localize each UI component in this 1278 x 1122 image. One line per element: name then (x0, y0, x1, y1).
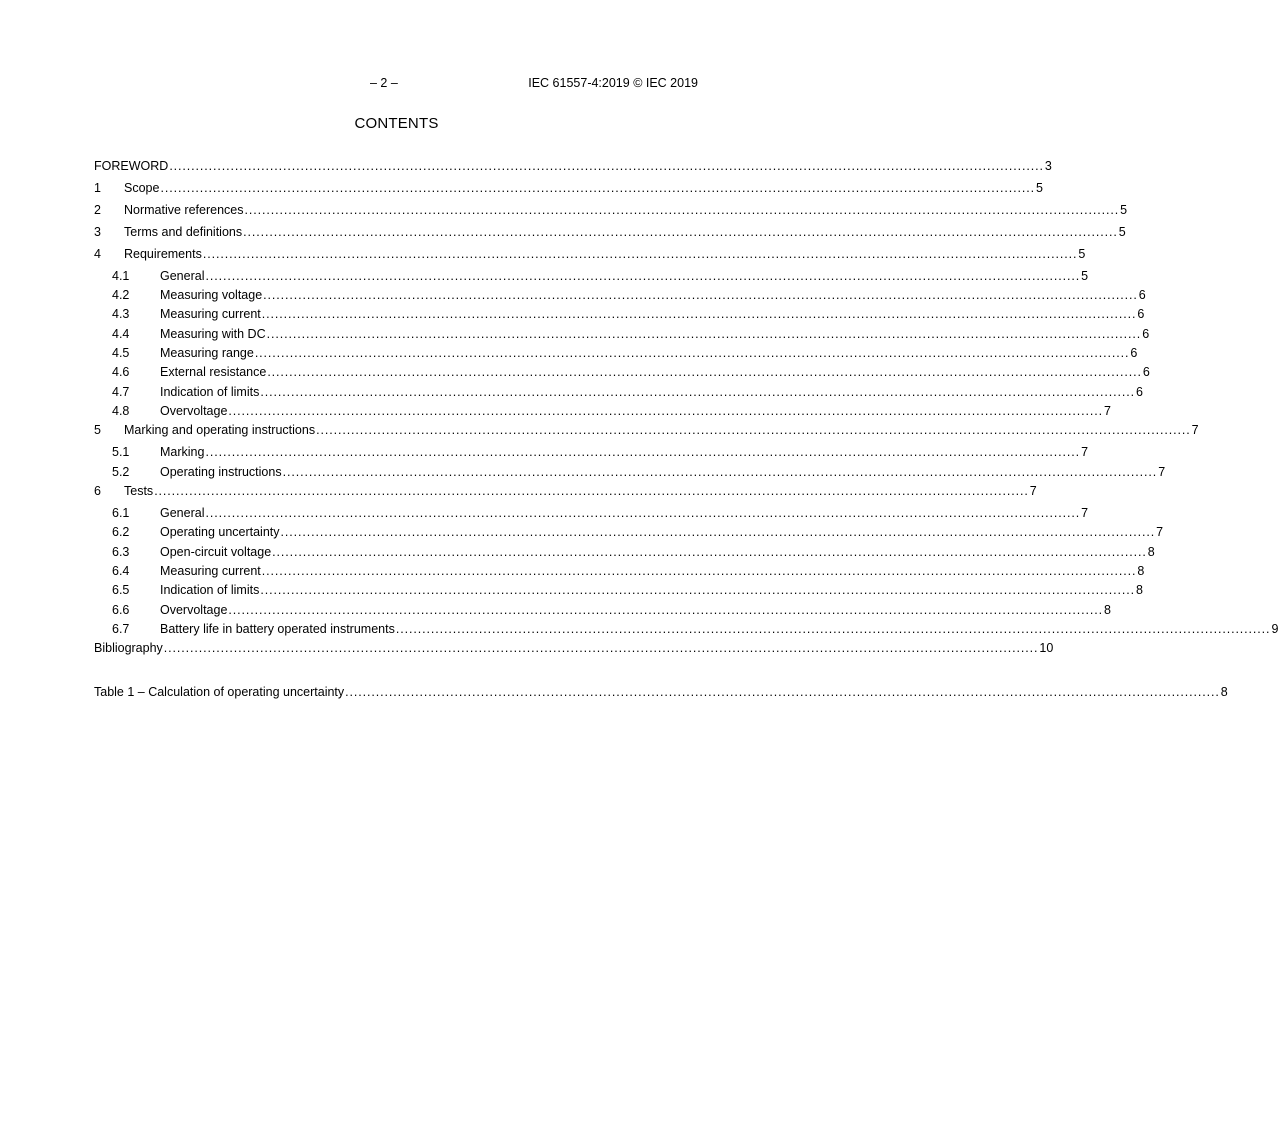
dot-leader: ........................................................................................................................................................................................................ (261, 307, 1137, 321)
entry-title: Scope (124, 181, 160, 195)
entry-title: Measuring range (160, 346, 254, 360)
entry-title: FOREWORD (94, 159, 169, 173)
entry-page-number: 8 (1137, 564, 1145, 578)
entry-title: Marking (160, 445, 205, 459)
entry-title: Operating uncertainty (160, 525, 280, 539)
entry-page-number: 6 (1135, 385, 1143, 399)
toc-entry[interactable] (94, 287, 1146, 303)
entry-page-number: 7 (1191, 423, 1199, 437)
entry-number: 4 (94, 247, 101, 261)
dot-leader: ........................................................................................................................................................................................................ (282, 465, 1158, 479)
dot-leader: ........................................................................................................................................................................................................ (395, 622, 1271, 636)
entry-page-number: 5 (1081, 269, 1089, 283)
document-identifier: IEC 61557-4:2019 © IEC 2019 (528, 76, 698, 90)
entry-number: 5.2 (112, 465, 130, 479)
entry-title: General (160, 269, 205, 283)
entry-number: 4.2 (112, 288, 130, 302)
page-number: – 2 – (370, 76, 398, 90)
entry-number: 4.8 (112, 404, 130, 418)
toc-entry[interactable] (94, 483, 1037, 499)
toc-entry[interactable] (94, 158, 1052, 174)
entry-page-number: 7 (1081, 506, 1089, 520)
toc-entry[interactable] (94, 180, 1043, 196)
dot-leader: ........................................................................................................................................................................................................ (260, 385, 1135, 399)
toc-entry[interactable] (94, 384, 1143, 400)
toc-entry[interactable] (94, 403, 1111, 419)
entry-title: Tests (124, 484, 154, 498)
entry-title: Measuring voltage (160, 288, 263, 302)
dot-leader: ........................................................................................................................................................................................................ (228, 603, 1103, 617)
dot-leader: ........................................................................................................................................................................................................ (254, 346, 1130, 360)
entry-number: 4.7 (112, 385, 130, 399)
entry-title: Bibliography (94, 641, 163, 655)
entry-page-number: 10 (1039, 641, 1054, 655)
dot-leader: ........................................................................................................................................................................................................ (345, 685, 1220, 699)
toc-entry[interactable] (94, 602, 1111, 618)
entry-title: Indication of limits (160, 385, 260, 399)
entry-title: Operating instructions (160, 465, 282, 479)
toc-entry[interactable] (94, 202, 1128, 218)
toc-entry[interactable] (94, 563, 1145, 579)
entry-page-number: 8 (1104, 603, 1111, 617)
entry-page-number: 7 (1081, 445, 1089, 459)
toc-entry[interactable] (94, 268, 1089, 284)
entry-number: 1 (94, 181, 101, 195)
entry-page-number: 3 (1044, 159, 1052, 173)
entry-page-number: 5 (1120, 203, 1128, 217)
entry-title: Measuring current (160, 307, 261, 321)
dot-leader: ........................................................................................................................................................................................................ (244, 203, 1120, 217)
entry-number: 4.1 (112, 269, 130, 283)
toc-entry[interactable] (94, 505, 1089, 521)
toc-entry[interactable] (94, 544, 1155, 560)
entry-title: Measuring with DC (160, 327, 266, 341)
entry-title: Overvoltage (160, 404, 228, 418)
entry-page-number: 7 (1104, 404, 1111, 418)
entry-page-number: 6 (1137, 307, 1145, 321)
entry-number: 4.5 (112, 346, 130, 360)
toc-entry[interactable] (94, 306, 1145, 322)
entry-number: 4.6 (112, 365, 130, 379)
toc-entry[interactable] (94, 524, 1164, 540)
entry-page-number: 6 (1142, 327, 1150, 341)
entry-page-number: 6 (1130, 346, 1138, 360)
dot-leader: ........................................................................................................................................................................................................ (272, 545, 1147, 559)
entry-page-number: 8 (1135, 583, 1143, 597)
running-header (0, 76, 793, 92)
entry-page-number: 6 (1142, 365, 1150, 379)
dot-leader: ........................................................................................................................................................................................................ (163, 641, 1039, 655)
dot-leader: ........................................................................................................................................................................................................ (202, 247, 1078, 261)
contents-title: CONTENTS (354, 115, 439, 132)
entry-number: 6.1 (112, 506, 130, 520)
toc-entry[interactable] (94, 621, 1278, 637)
entry-title: Marking and operating instructions (124, 423, 316, 437)
dot-leader: ........................................................................................................................................................................................................ (266, 327, 1142, 341)
entry-page-number: 7 (1156, 525, 1164, 539)
entry-number: 5.1 (112, 445, 130, 459)
entry-title: Terms and definitions (124, 225, 243, 239)
toc-entry[interactable] (94, 582, 1143, 598)
toc-entry[interactable] (94, 246, 1086, 262)
dot-leader: ........................................................................................................................................................................................................ (205, 506, 1081, 520)
entry-page-number: 7 (1158, 465, 1166, 479)
entry-page-number: 5 (1078, 247, 1086, 261)
entry-page-number: 8 (1147, 545, 1155, 559)
entry-title: Requirements (124, 247, 202, 261)
entry-page-number: 5 (1118, 225, 1126, 239)
dot-leader: ........................................................................................................................................................................................................ (205, 269, 1081, 283)
entry-number: 6.2 (112, 525, 130, 539)
entry-number: 5 (94, 423, 101, 437)
entry-page-number: 6 (1138, 288, 1146, 302)
entry-number: 6.5 (112, 583, 130, 597)
toc-entry[interactable] (94, 364, 1150, 380)
entry-title: Indication of limits (160, 583, 260, 597)
dot-leader: ........................................................................................................................................................................................................ (160, 181, 1036, 195)
entry-number: 6.3 (112, 545, 130, 559)
entry-title: Measuring current (160, 564, 261, 578)
table-entry[interactable] (94, 684, 1228, 700)
entry-title: Normative references (124, 203, 244, 217)
entry-title: General (160, 506, 205, 520)
entry-number: 4.4 (112, 327, 130, 341)
entry-number: 2 (94, 203, 101, 217)
dot-leader: ........................................................................................................................................................................................................ (154, 484, 1029, 498)
dot-leader: ........................................................................................................................................................................................................ (261, 564, 1137, 578)
entry-number: 6.6 (112, 603, 130, 617)
entry-title: Battery life in battery operated instruments (160, 622, 395, 636)
entry-title: Open-circuit voltage (160, 545, 272, 559)
dot-leader: ........................................................................................................................................................................................................ (228, 404, 1103, 418)
entry-number: 6.7 (112, 622, 130, 636)
entry-number: 4.3 (112, 307, 130, 321)
dot-leader: ........................................................................................................................................................................................................ (280, 525, 1156, 539)
dot-leader: ........................................................................................................................................................................................................ (267, 365, 1142, 379)
entry-title: External resistance (160, 365, 267, 379)
toc-entry[interactable] (94, 464, 1166, 480)
toc-entry[interactable] (94, 326, 1150, 342)
entry-page-number: 8 (1220, 685, 1228, 699)
entry-title: Overvoltage (160, 603, 228, 617)
entry-page-number: 9 (1271, 622, 1278, 636)
dot-leader: ........................................................................................................................................................................................................ (243, 225, 1118, 239)
toc-entry[interactable] (94, 640, 1054, 656)
entry-number: 6 (94, 484, 101, 498)
entry-page-number: 5 (1036, 181, 1043, 195)
dot-leader: ........................................................................................................................................................................................................ (169, 159, 1044, 173)
entry-number: 6.4 (112, 564, 130, 578)
toc-entry[interactable] (94, 444, 1089, 460)
entry-page-number: 7 (1029, 484, 1037, 498)
dot-leader: ........................................................................................................................................................................................................ (205, 445, 1081, 459)
entry-number: 3 (94, 225, 101, 239)
dot-leader: ........................................................................................................................................................................................................ (260, 583, 1135, 597)
toc-entry[interactable] (94, 224, 1126, 240)
entry-title: Table 1 – Calculation of operating uncertainty (94, 685, 345, 699)
dot-leader: ........................................................................................................................................................................................................ (316, 423, 1191, 437)
toc-entry[interactable] (94, 345, 1138, 361)
toc-entry[interactable] (94, 422, 1199, 438)
dot-leader: ........................................................................................................................................................................................................ (263, 288, 1138, 302)
